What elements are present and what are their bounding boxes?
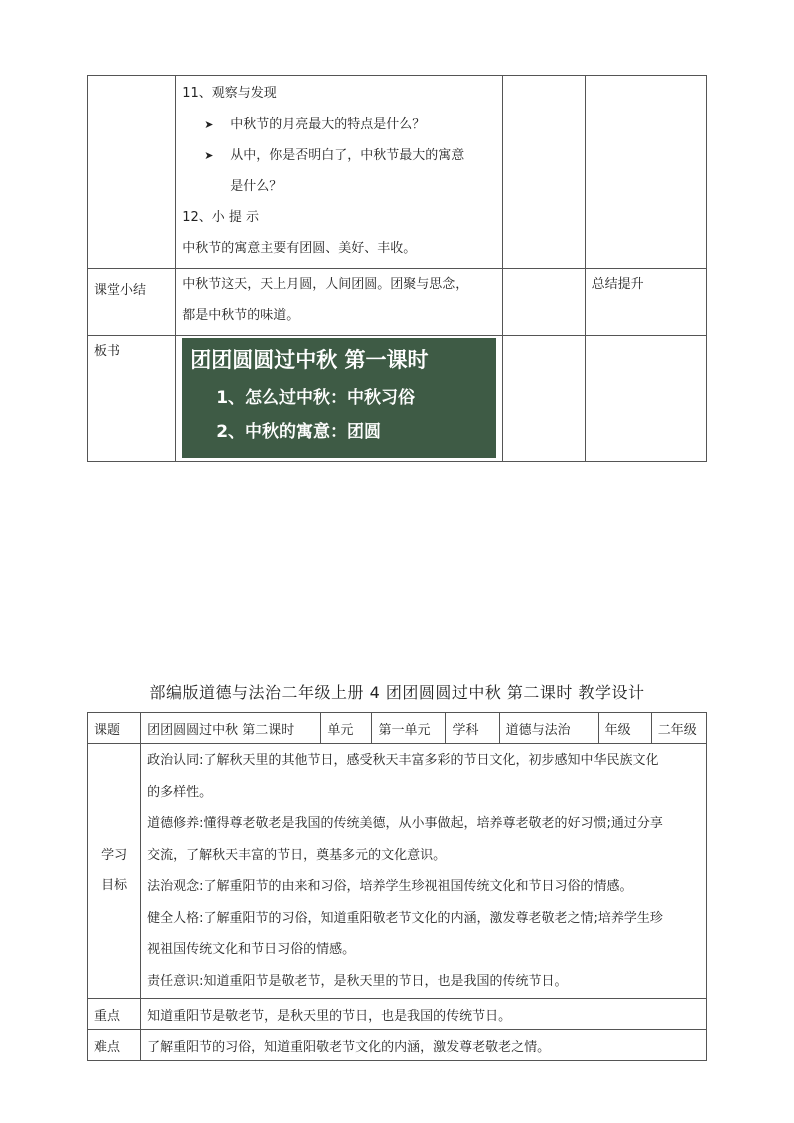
lesson-plan-table-1 <box>87 75 707 462</box>
grade-label: 年级 <box>598 713 651 744</box>
lesson-plan-table-2 <box>87 712 707 1061</box>
list-item: 11、观察与发现 <box>182 86 277 101</box>
list-item: 是什么？ <box>230 179 283 194</box>
document-title: 部编版道德与法治二年级上册 4 团团圆圆过中秋 第二课时 教学设计 <box>149 683 645 702</box>
arrow-right-icon: ➤ <box>204 118 214 131</box>
board-item: 1、怎么过中秋：中秋习俗 <box>216 388 416 408</box>
table-row <box>88 999 707 1030</box>
summary-label: 课堂小结 <box>88 269 176 336</box>
board-label: 板书 <box>88 336 176 462</box>
key-point-text: 知道重阳节是敬老节，是秋天里的节日，也是我国的传统节日。 <box>141 999 707 1030</box>
goals-text <box>141 744 707 999</box>
table-cell <box>503 76 585 269</box>
unit-value: 第一单元 <box>372 713 446 744</box>
goal-line: 责任意识:知道重阳节是敬老节，是秋天里的节日，也是我国的传统节日。 <box>147 973 568 989</box>
summary-note: 总结提升 <box>585 269 706 336</box>
difficulty-text: 了解重阳节的习俗，知道重阳敬老节文化的内涵，激发尊老敬老之情。 <box>141 1030 707 1061</box>
subject-label: 学科 <box>446 713 499 744</box>
subject-value: 道德与法治 <box>499 713 598 744</box>
table-cell <box>503 269 585 336</box>
summary-text: 中秋节这天，天上月圆，人间团圆。团聚与思念， 都是中秋节的味道。 <box>176 269 503 336</box>
table-row <box>88 1030 707 1061</box>
goal-line: 政治认同:了解秋天里的其他节日，感受秋天丰富多彩的节日文化，初步感知中华民族文化 <box>147 753 659 768</box>
board-title: 团团圆圆过中秋 第一课时 <box>190 348 429 372</box>
board-item: 2、中秋的寓意：团圆 <box>216 422 382 442</box>
goal-line: 健全人格:了解重阳节的习俗，知道重阳敬老节文化的内涵，激发尊老敬老之情;培养学生珍 <box>147 910 663 926</box>
table-row <box>88 336 707 462</box>
table-cell <box>585 76 706 269</box>
list-item: ➤ 中秋节的月亮最大的特点是什么？ <box>182 109 496 140</box>
table-cell <box>585 336 706 462</box>
board-cell <box>176 336 503 462</box>
table-row <box>88 76 707 269</box>
grade-value: 二年级 <box>651 713 706 744</box>
table-row <box>88 713 707 744</box>
unit-label: 单元 <box>321 713 372 744</box>
arrow-right-icon: ➤ <box>204 149 214 162</box>
goal-line: 交流，了解秋天丰富的节日，奠基多元的文化意识。 <box>147 847 447 863</box>
goal-line: 法治观念:了解重阳节的由来和习俗，培养学生珍视祖国传统文化和节日习俗的情感。 <box>147 879 633 894</box>
difficulty-label: 难点 <box>88 1030 141 1061</box>
blackboard-image <box>182 338 496 458</box>
course-label: 课题 <box>88 713 141 744</box>
goal-line: 的多样性。 <box>147 784 213 800</box>
list-item: ➤ 从中，你是否明白了，中秋节最大的寓意 <box>182 140 496 171</box>
goal-line: 道德修养:懂得尊老敬老是我国的传统美德，从小事做起，培养尊老敬老的好习惯;通过分享 <box>147 816 663 831</box>
table-row <box>88 269 707 336</box>
table-cell <box>88 76 176 269</box>
goal-line: 视祖国传统文化和节日习俗的情感。 <box>147 942 356 957</box>
tip-text: 中秋节的寓意主要有团圆、美好、丰收。 <box>182 241 417 256</box>
table-cell <box>176 76 503 269</box>
table-row <box>88 744 707 999</box>
course-value: 团团圆圆过中秋 第二课时 <box>141 713 321 744</box>
goals-label: 学习 目标 <box>88 744 141 999</box>
key-point-label: 重点 <box>88 999 141 1030</box>
list-item: 12、小 提 示 <box>182 210 260 225</box>
table-cell <box>503 336 585 462</box>
